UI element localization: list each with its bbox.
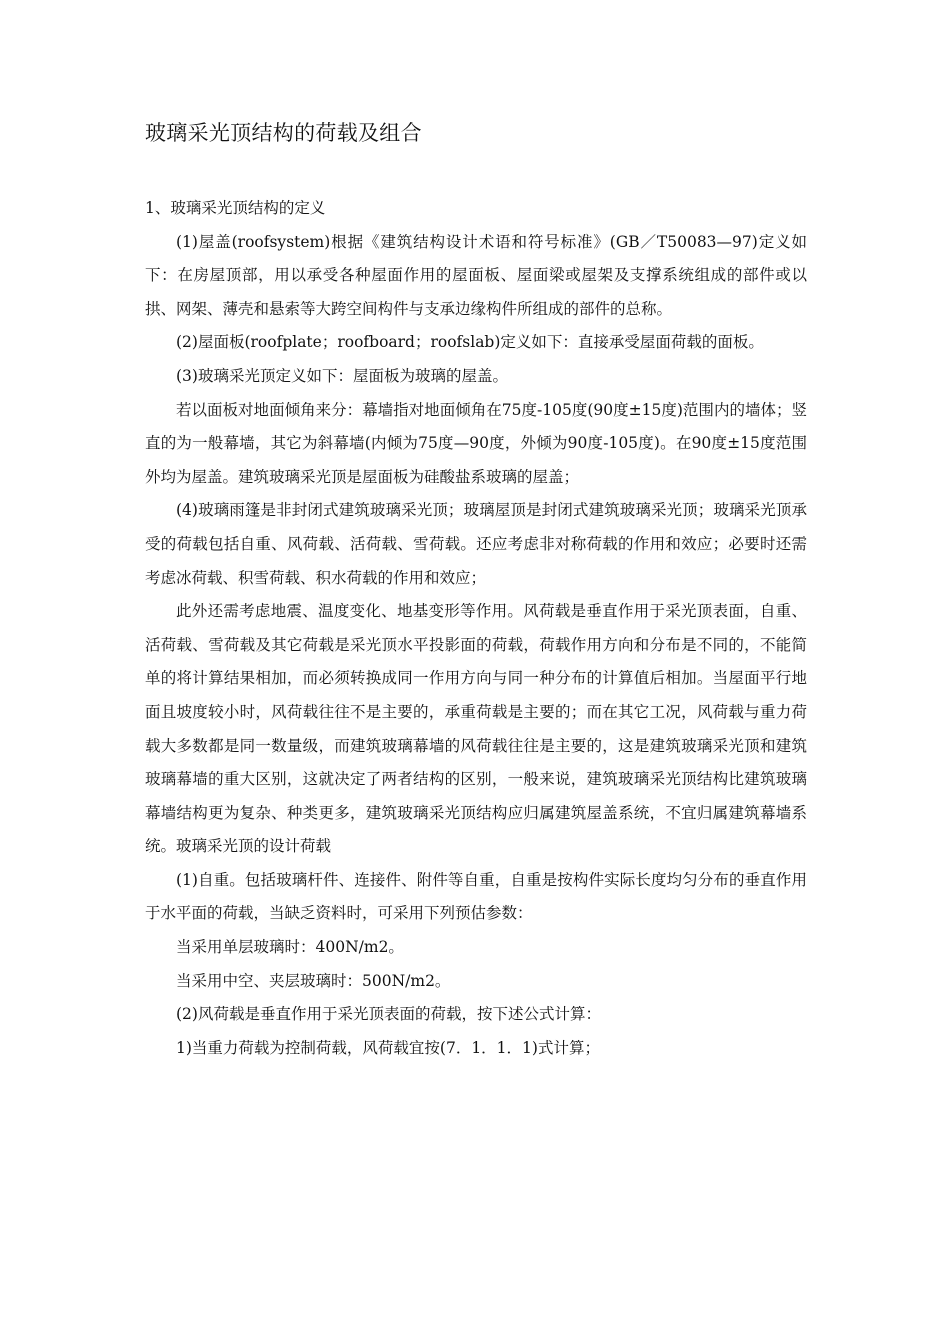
paragraph: 当采用单层玻璃时：400N/m2。 [176,938,404,957]
paragraph: (2)屋面板(roofplate；roofboard；roofslab)定义如下：直接承受屋面荷载的面板。 [176,333,764,352]
paragraph: (1)屋盖(roofsystem)根据《建筑结构设计术语和符号标准》(GB／T50083—97)定义如下：在房屋顶部，用以承受各种屋面作用的屋面板、屋面梁或屋架及支撑系统组成的部件或以拱、网架、薄壳和悬索等大跨空间构件与支承边缘构件所组成的部件的总称。 [145,232,807,318]
paragraph: (3)玻璃采光顶定义如下：屋面板为玻璃的屋盖。 [176,366,508,385]
page-title: 玻璃采光顶结构的荷载及组合 [145,121,422,145]
paragraph: 当采用中空、夹层玻璃时：500N/m2。 [176,971,451,990]
paragraph: (4)玻璃雨篷是非封闭式建筑玻璃采光顶；玻璃屋顶是封闭式建筑玻璃采光顶；玻璃采光顶承受的荷载包括自重、风荷载、活荷载、雪荷载。还应考虑非对称荷载的作用和效应；必要时还需考虑冰荷载、积雪荷载、积水荷载的作用和效应； [145,501,807,587]
paragraph: (1)自重。包括玻璃杆件、连接件、附件等自重，自重是按构件实际长度均匀分布的垂直作用于水平面的荷载，当缺乏资料时，可采用下列预估参数： [145,870,807,923]
paragraph: 此外还需考虑地震、温度变化、地基变形等作用。风荷载是垂直作用于采光顶表面，自重、活荷载、雪荷载及其它荷载是采光顶水平投影面的荷载，荷载作用方向和分布是不同的，不能简单的将计算结果相加，而必须转换成同一作用方向与同一种分布的计算值后相加。当屋面平行地面且坡度较小时，风荷载往往不是主要的，承重荷载是主要的；而在其它工况，风荷载与重力荷载大多数都是同一数量级，而建筑玻璃幕墙的风荷载往往是主要的，这是建筑玻璃采光顶和建筑玻璃幕墙的重大区别，这就决定了两者结构的区别，一般来说，建筑玻璃采光顶结构比建筑玻璃幕墙结构更为复杂、种类更多，建筑玻璃采光顶结构应归属建筑屋盖系统，不宜归属建筑幕墙系统。玻璃采光顶的设计荷载 [145,602,807,856]
paragraph: (2)风荷载是垂直作用于采光顶表面的荷载，按下述公式计算： [176,1005,601,1024]
section-heading: 1、玻璃采光顶结构的定义 [145,199,326,217]
document-body [145,192,807,1065]
paragraph: 若以面板对地面倾角来分：幕墙指对地面倾角在75度-105度(90度±15度)范围内的墙体；竖直的为一般幕墙，其它为斜幕墙(内倾为75度—90度，外倾为90度-105度)。在90度±15度范围外均为屋盖。建筑玻璃采光顶是屋面板为硅酸盐系玻璃的屋盖； [145,400,807,486]
paragraph: 1)当重力荷载为控制荷载，风荷载宜按(7．1．1．1)式计算； [176,1038,600,1057]
